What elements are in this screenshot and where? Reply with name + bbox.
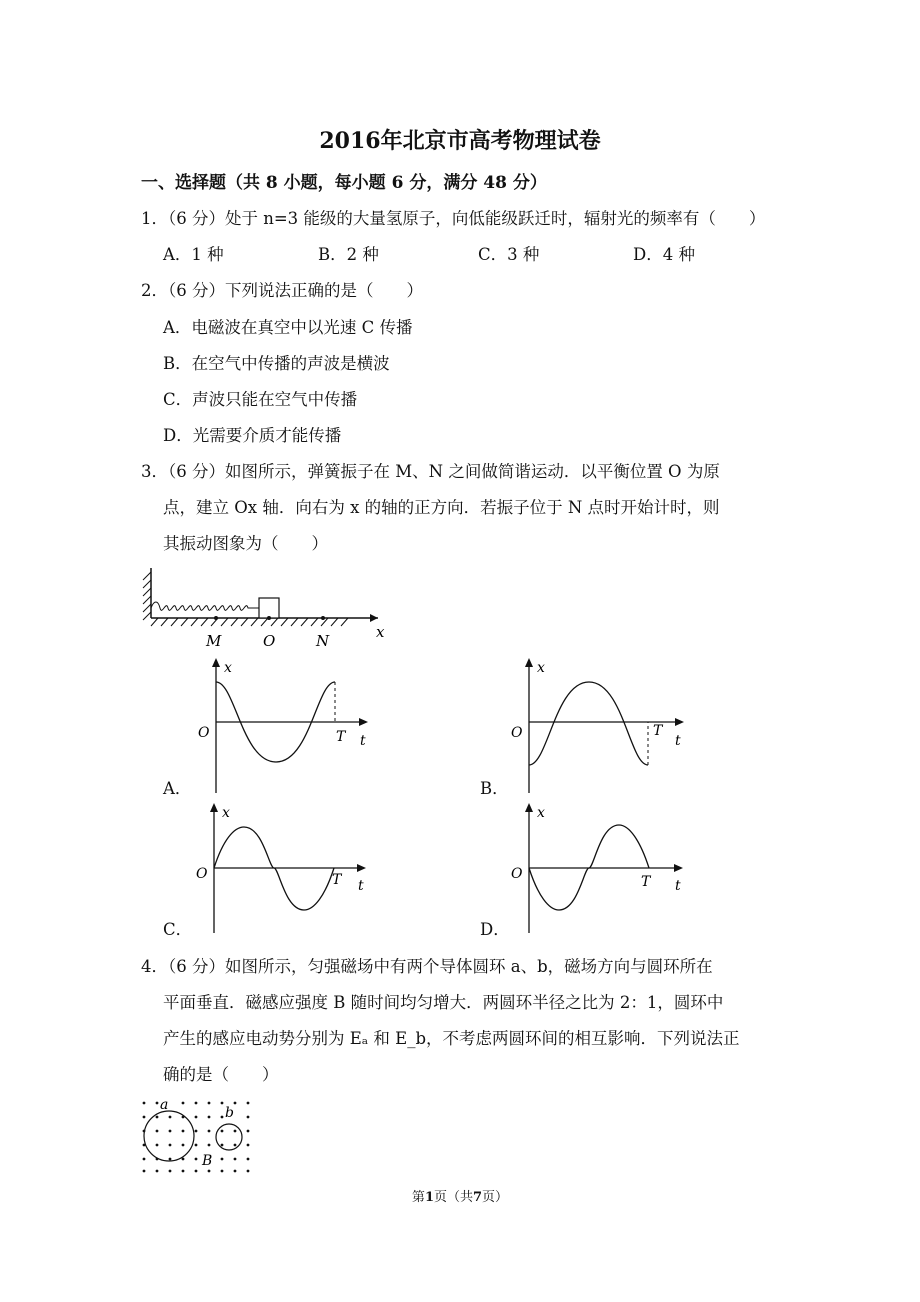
svg-text:t: t [675, 878, 681, 894]
q3-stem-line-2: 点，建立 Ox 轴．向右为 x 的轴的正方向．若振子位于 N 点时开始计时，则 [163, 498, 720, 517]
page-total: 7 [473, 1190, 483, 1205]
label-n: N [316, 632, 330, 650]
q2-option-b[interactable]: B．在空气中传播的声波是横波 [163, 354, 390, 373]
q4-stem-line-4: 确的是（ ） [163, 1065, 279, 1084]
label-o: O [263, 632, 276, 650]
q3-option-a[interactable]: A． [163, 779, 192, 798]
ring-a [144, 1111, 194, 1161]
q1-option-b[interactable]: B．2 种 [318, 245, 379, 264]
q2-option-c[interactable]: C．声波只能在空气中传播 [163, 390, 358, 409]
magnetic-field-figure [136, 1095, 266, 1177]
svg-text:t: t [675, 733, 681, 749]
q1-option-c[interactable]: C．3 种 [478, 245, 540, 264]
q4-stem-line-3: 产生的感应电动势分别为 Eₐ 和 E_b，不考虑两圆环间的相互影响．下列说法正 [163, 1029, 740, 1048]
svg-text:x: x [224, 660, 232, 676]
svg-text:T: T [332, 872, 342, 888]
svg-text:T: T [336, 729, 346, 745]
label-field-b: B [202, 1153, 213, 1169]
label-a: a [160, 1097, 169, 1113]
q3-option-d[interactable]: D． [480, 920, 510, 939]
spring [151, 602, 259, 610]
q3-stem-line-1: 3．（6 分）如图所示，弹簧振子在 M、N 之间做简谐运动．以平衡位置 O 为原 [141, 462, 720, 481]
spring-oscillator-figure [138, 562, 398, 652]
svg-text:t: t [358, 878, 364, 894]
graph-c [190, 800, 380, 935]
svg-text:t: t [360, 733, 366, 749]
oscillator-block [259, 598, 279, 618]
page-footer: 第1页（共7页） [411, 1190, 509, 1205]
q4-stem-line-1: 4．（6 分）如图所示，匀强磁场中有两个导体圆环 a、b，磁场方向与圆环所在 [141, 957, 713, 976]
q3-stem-line-3: 其振动图象为（ ） [163, 534, 328, 553]
graph-a [190, 655, 380, 795]
q2-option-a[interactable]: A．电磁波在真空中以光速 C 传播 [163, 318, 413, 337]
ring-b [216, 1124, 242, 1150]
q1-stem: 1．（6 分）处于 n=3 能级的大量氢原子，向低能级跃迁时，辐射光的频率有（ ） [141, 209, 766, 228]
svg-text:O: O [196, 866, 208, 882]
graph-b [503, 655, 693, 795]
svg-text:x: x [537, 805, 545, 821]
q2-option-d[interactable]: D．光需要介质才能传播 [163, 426, 342, 445]
label-b: b [225, 1105, 234, 1121]
q3-option-c[interactable]: C． [163, 920, 193, 939]
svg-text:x: x [537, 660, 545, 676]
svg-text:T: T [653, 723, 663, 739]
page-title: 2016年北京市高考物理试卷 [319, 128, 601, 154]
svg-text:O: O [198, 725, 210, 741]
svg-text:x: x [222, 805, 230, 821]
page-number: 1 [424, 1190, 434, 1205]
svg-text:T: T [641, 874, 651, 890]
label-m: M [206, 632, 222, 650]
svg-text:O: O [511, 866, 523, 882]
label-x-axis: x [376, 623, 385, 641]
q2-stem: 2．（6 分）下列说法正确的是（ ） [141, 281, 423, 300]
section-heading: 一、选择题（共 8 小题，每小题 6 分，满分 48 分） [141, 173, 547, 193]
curve-b [529, 682, 648, 765]
q1-option-d[interactable]: D．4 种 [633, 245, 695, 264]
svg-text:O: O [511, 725, 523, 741]
q4-stem-line-2: 平面垂直．磁感应强度 B 随时间均匀增大．两圆环半径之比为 2：1，圆环中 [163, 993, 724, 1012]
q1-option-a[interactable]: A．1 种 [163, 245, 224, 264]
graph-d [505, 800, 695, 935]
q3-option-b[interactable]: B． [480, 779, 509, 798]
